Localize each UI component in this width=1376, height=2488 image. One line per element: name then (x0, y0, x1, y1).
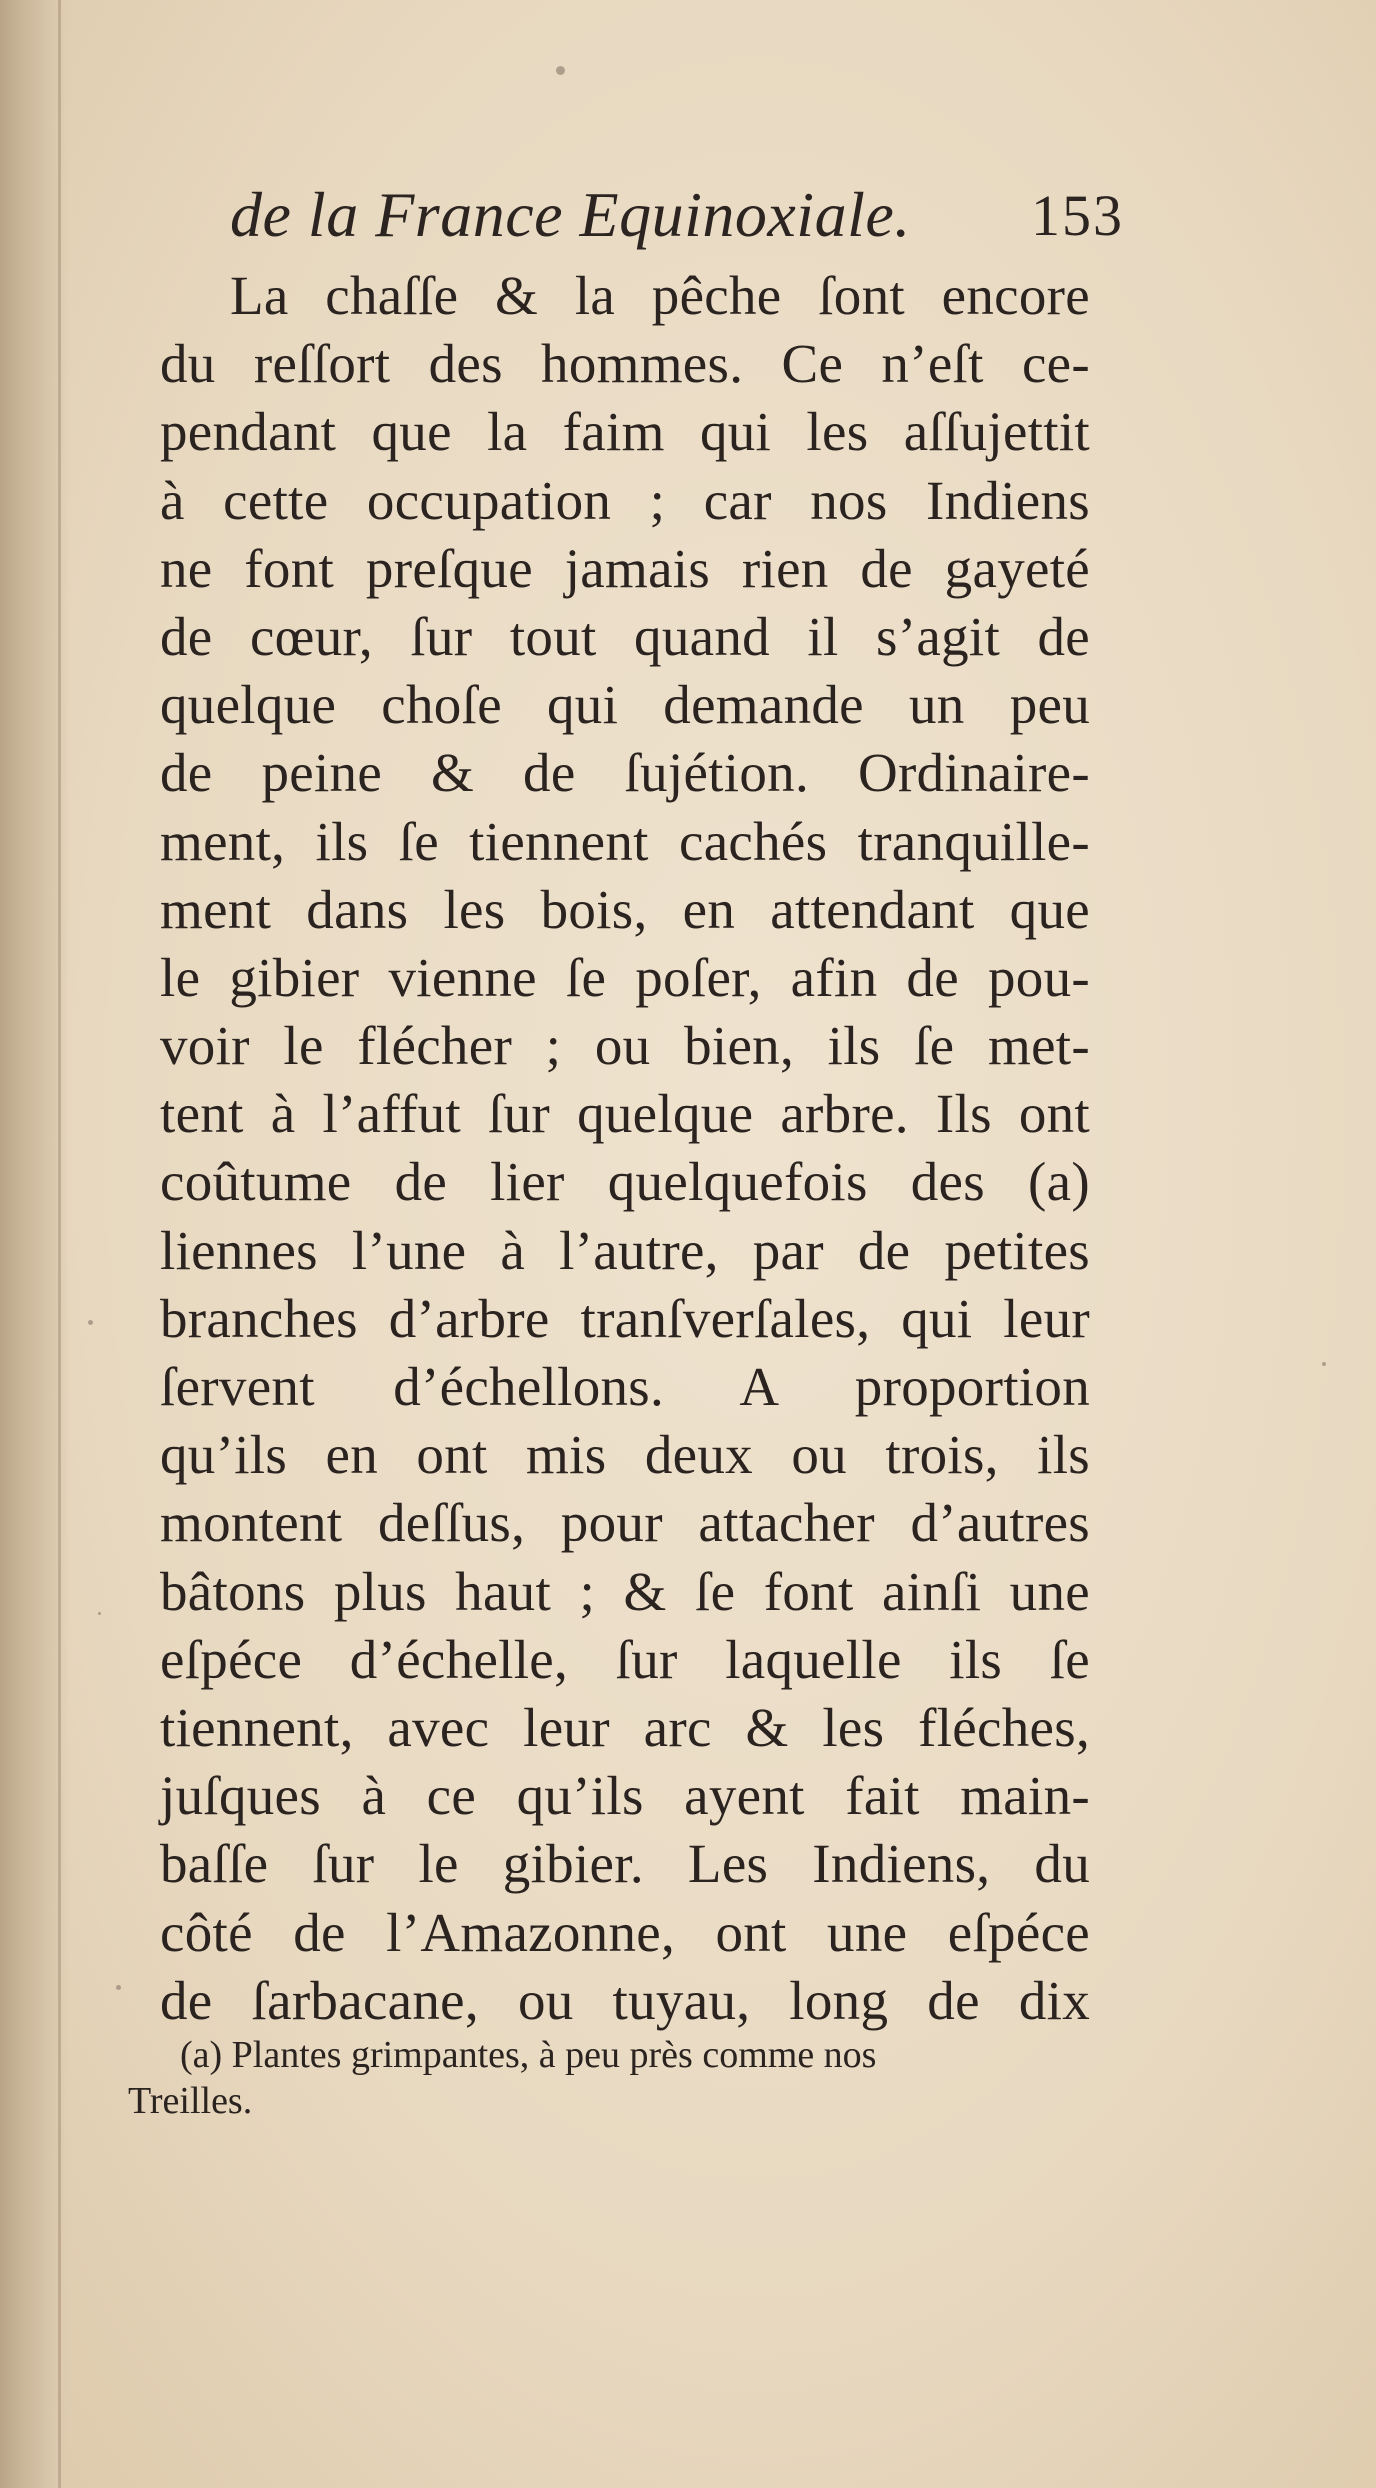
text-line: tiennent, avec leur arc & les fléches, (160, 1696, 1090, 1758)
body-text (160, 262, 1090, 2035)
text-line: ne font preſque jamais rien de gayeté (160, 537, 1090, 599)
paper-speck (1322, 1362, 1326, 1366)
footnote-line: Treilles. (128, 2080, 253, 2122)
text-line: montent deſſus, pour attacher d’autres (160, 1492, 1090, 1554)
text-line: ment, ils ſe tiennent cachés tranquille- (160, 810, 1090, 872)
text-line: de peine & de ſujétion. Ordinaire- (160, 742, 1090, 804)
text-line: coûtume de lier quelquefois des (a) (160, 1151, 1090, 1213)
text-line: ment dans les bois, en attendant que (160, 878, 1090, 940)
text-line: qu’ils en ont mis deux ou trois, ils (160, 1424, 1090, 1486)
paper-speck (116, 1985, 121, 1990)
text-line: ſervent d’échellons. A proportion (160, 1356, 1090, 1417)
text-line: bâtons plus haut ; & ſe font ainſi une (160, 1560, 1090, 1622)
paper-speck (98, 1612, 101, 1615)
running-head-title: de la France Equinoxiale. (230, 179, 911, 250)
page-number: 153 (1031, 183, 1124, 248)
text-line: baſſe ſur le gibier. Les Indiens, du (160, 1833, 1090, 1895)
text-line: tent à l’affut ſur quelque arbre. Ils ont (160, 1083, 1090, 1145)
text-line: côté de l’Amazonne, ont une eſpéce (160, 1901, 1090, 1963)
paper-speck (556, 66, 565, 75)
text-line: branches d’arbre tranſverſales, qui leur (160, 1287, 1090, 1349)
text-line: eſpéce d’échelle, ſur laquelle ils ſe (160, 1628, 1090, 1690)
text-line: quelque choſe qui demande un peu (160, 674, 1090, 736)
text-line: de cœur, ſur tout quand il s’agit de (160, 605, 1090, 667)
gutter-fold (58, 0, 61, 2488)
text-line: à cette occupation ; car nos Indiens (160, 469, 1090, 531)
text-line: liennes l’une à l’autre, par de petites (160, 1219, 1090, 1281)
text-line: de ſarbacane, ou tuyau, long de dix (160, 1969, 1090, 2031)
text-line: juſques à ce qu’ils ayent fait main- (160, 1765, 1090, 1827)
text-line: La chaſſe & la pêche ſont encore (230, 265, 1090, 326)
text-line: pendant que la faim qui les aſſujettit (160, 401, 1090, 463)
text-line: voir le flécher ; ou bien, ils ſe met- (160, 1015, 1090, 1077)
text-line: le gibier vienne ſe poſer, afin de pou- (160, 946, 1090, 1008)
running-head (230, 178, 1130, 268)
footnote-line: (a) Plantes grimpantes, à peu près comme nos (180, 2034, 877, 2076)
text-line: du reſſort des hommes. Ce n’eſt ce- (160, 333, 1090, 395)
paper-speck (88, 1320, 93, 1325)
footnote (128, 2032, 1088, 2124)
